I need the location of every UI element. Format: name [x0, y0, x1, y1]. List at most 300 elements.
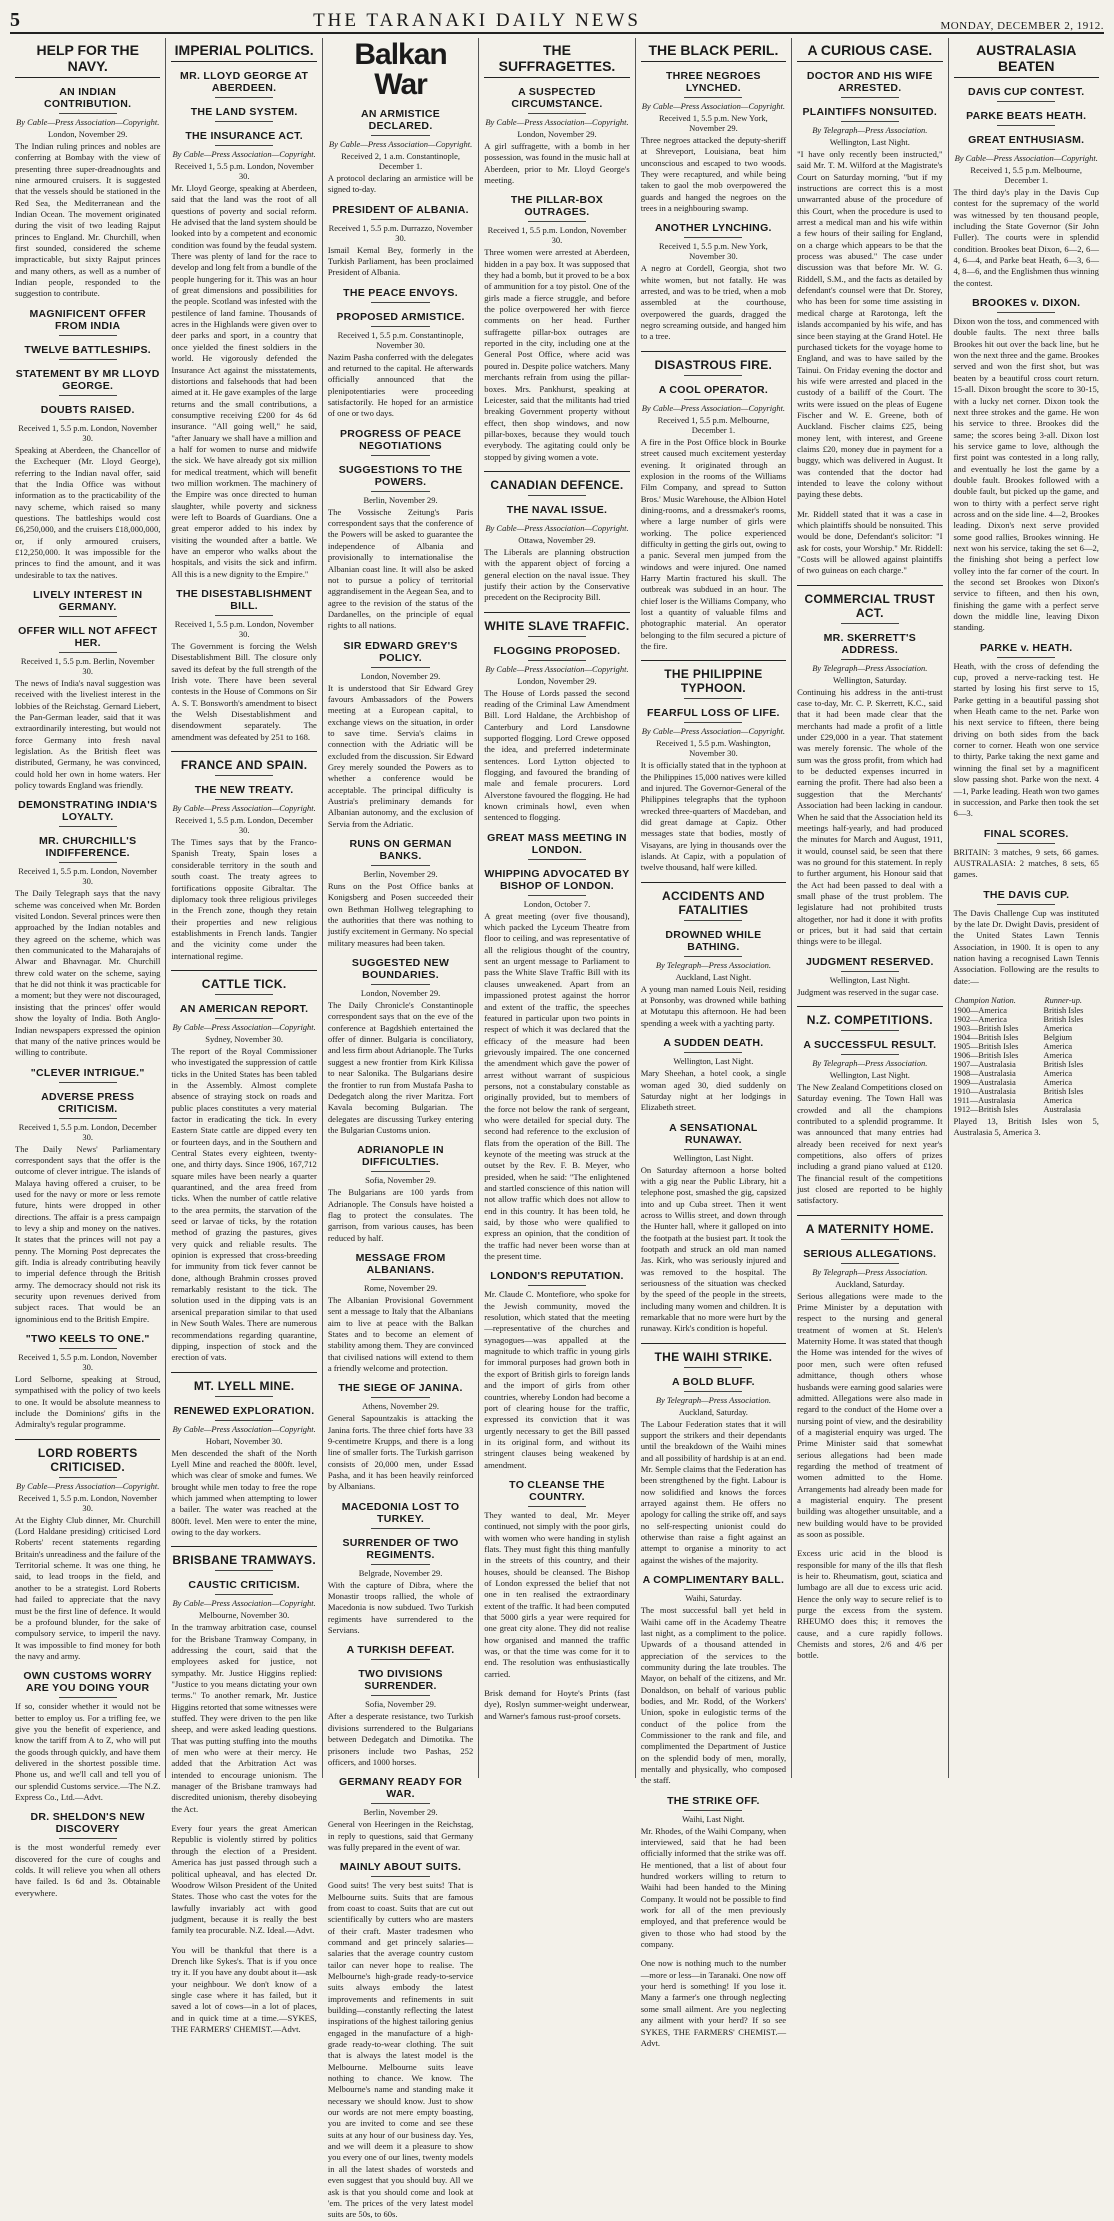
article-section: [954, 828, 1099, 881]
heading-divider: [59, 1082, 117, 1083]
heading-divider: [841, 623, 899, 624]
article-body: You will be thankful that there is a Drench like Sykes's. That is if you once try it. If you have any doubt about it—ask your neighbour. We don't know of a single case where it has failed, but it saved a lot of cows—in a lot of places, and in quick time at a time.—SYKES, THE FARMERS' CHEMIST.—Advt.: [171, 1944, 317, 2034]
heading-divider: [684, 1052, 742, 1053]
article-body: Runs on the Post Office banks at Konigsberg and Posen succeeded their own Bethman Hollweg telegraphing to the authorities that there was nothing to justify excitement in Germany. No special military measures had been taken.: [327, 881, 474, 948]
article-section: [484, 645, 629, 824]
dateline: Wellington, Saturday.: [833, 674, 907, 685]
article-section: [797, 1248, 942, 1541]
wire-credit: By Cable—Press Association—Copyright.: [172, 803, 316, 814]
dateline: Athens, November 29.: [362, 1401, 440, 1412]
article-section: [797, 585, 942, 624]
table-cell: America: [1043, 1050, 1073, 1060]
column-6: [792, 38, 948, 1778]
table-cell: 1902—America: [953, 1014, 1007, 1024]
table-cell: 1909—Australasia: [953, 1077, 1016, 1087]
dateline: Received 1, 5.5 p.m. London, November 30.: [18, 422, 158, 443]
article-heading: DOCTOR AND HIS WIFE ARRESTED.: [806, 70, 933, 94]
dateline: Received 1, 5.5 p.m. London, December 30.: [18, 1121, 157, 1142]
wire-credit: By Cable—Press Association—Copyright.: [641, 402, 786, 413]
article-section: [484, 612, 629, 637]
heading-divider: [215, 1396, 273, 1397]
heading-divider: [528, 1285, 586, 1286]
article-section: [641, 70, 786, 214]
column-4: [479, 38, 635, 1778]
table-cell: America: [1043, 1023, 1073, 1033]
article-body: A protocol declaring an armistice will be signed to-day.: [327, 173, 474, 195]
article-body: Dixon won the toss, and commenced with double faults. The next three balls Brookes hit out over the back line, but he won the next three and the game. Brookes served and won the first shot, but was beaten by a beautiful cross court return. 15-all. Dixon brought the score to 30-15, with a lucky net corner. Dixon took the next three strokes and the game. He won his service to three. Brookes did the same; the scores being 3-all. Dixon lost his service game to love, although the first point was contested in a long rally, and eventually he lost the game by a double fault. Brookes followed with a double fault, but picked up the game, and won to thirty with a perfect serve right across and on the side line. 4—2, Brookes leading. Dixon's next serve provided some good rallies, Brookes winning. He next won his service, taking the set 6—2, the finishing shot being a perfect low volley into the far corner of the court. In the second set Brookes won Dixon's service to fifteen, and then his own, finishing the game with a perfect serve down the middle line, leaving Dixon standing.: [953, 316, 1099, 633]
article-section: [328, 1382, 473, 1492]
article-heading: A SUCCESSFUL RESULT.: [803, 1038, 937, 1051]
heading-divider: [371, 1564, 429, 1565]
heading-divider: [371, 302, 429, 303]
article-body: The news of India's naval suggestion was received with the liveliest interest in the lobbies of the Reichstag. Gernard Liebert, the Pan-German leader, said that it was extraordinarily interesting, but would not force Germany into fresh naval legislation. As the British fleet was distributed, Germany, he was convinced, could hold her own in home waters. Her policy towards England was friendly.: [15, 677, 161, 791]
article-heading: WHIPPING ADVOCATED BY BISHOP OF LONDON.: [484, 867, 630, 892]
article-heading: THE PILLAR-BOX OUTRAGES.: [510, 194, 604, 219]
heading-divider: [841, 1263, 899, 1264]
heading-divider: [371, 667, 429, 668]
article-heading: PLAINTIFFS NONSUITED.: [802, 106, 938, 118]
wire-credit: By Cable—Press Association—Copyright.: [485, 522, 629, 533]
article-section: [797, 509, 942, 577]
dateline: Auckland, Saturday.: [678, 1406, 748, 1417]
column-2: [166, 38, 322, 2034]
dateline: Sofia, November 29.: [365, 1699, 436, 1710]
article-heading: THE NAVAL ISSUE.: [506, 503, 608, 516]
article-section: [15, 1067, 160, 1083]
article-body: Mr. Riddell stated that it was a case in which plaintiffs should be nonsuited. This would be done, Defendant's solicitor: "I ask for costs, your Worship." Mr. Riddell: "Costs will be allowed against plaintiffs of two guineas on each charge.": [797, 508, 943, 576]
article-section: [484, 1270, 629, 1471]
table-cell: British Isles: [1043, 1005, 1084, 1015]
article-body: is the most wonderful remedy ever discovered for the cure of coughs and colds. It will relieve you when all others have failed. Is 6d and 3s. Obtainable everywhere.: [15, 1842, 161, 1898]
column-5: [636, 38, 792, 2048]
article-section: [484, 1479, 629, 1680]
article-heading: A COMPLIMENTARY BALL.: [642, 1574, 785, 1587]
table-row: [954, 1096, 1099, 1105]
article-heading: SIR EDWARD GREY'S POLICY.: [343, 639, 458, 664]
article-heading: THE PHILIPPINE TYPHOON.: [641, 660, 786, 695]
article-section: [954, 889, 1099, 987]
article-section: [328, 1144, 473, 1244]
article-heading: ANOTHER LYNCHING.: [655, 222, 772, 235]
article-section: [15, 404, 160, 581]
article-heading: LONDON'S REPUTATION.: [490, 1270, 624, 1283]
heading-divider: [215, 1594, 273, 1595]
heading-divider: [371, 1397, 429, 1398]
article-heading: JUDGMENT RESERVED.: [805, 955, 934, 968]
table-cell: 1912—British Isles: [953, 1104, 1019, 1114]
article-heading: THE DAVIS CUP.: [983, 888, 1070, 901]
article-section: [15, 625, 160, 791]
article-body: A girl suffragette, with a bomb in her possession, was found in the music hall at Aberdeen, prior to Mr. Lloyd George's meeting.: [484, 141, 630, 186]
article-heading: THREE NEGROES LYNCHED.: [665, 70, 761, 94]
article-body: Men descended the shaft of the North Lyell Mine and reached the 800ft. level, which was clear of smoke and fumes. We brought while men today to free the rope which jammed when attempting to lower a bailer. The water was reached at the 800ft. level. Men were to enter the mine, owing to the day workers.: [171, 1447, 317, 1537]
article-section: [171, 1372, 316, 1397]
article-heading: FRANCE AND SPAIN.: [171, 751, 316, 772]
article-heading: PARKE BEATS HEATH.: [966, 110, 1087, 122]
table-cell: 1900—America: [953, 1005, 1007, 1015]
table-cell: America: [1043, 1095, 1073, 1105]
article-section: [15, 368, 160, 396]
table-cell: America: [1043, 1068, 1073, 1078]
table-cell: Australasia: [1043, 1104, 1081, 1114]
article-body: The Labour Federation states that it will support the strikers and their dependants until the breakdown of the Waihi mines and all possibility of hardship is at an end. Mr. Semple claims that the Federation has been strengthened by the fight. Labour is now solidified and knows the forces arrayed against them. He offers no apology for calling the strike off, and says no self-respecting unionist could do otherwise than raise a fight against an attempt to organise a minority to act against the wishes of the majority.: [640, 1418, 787, 1565]
article-section: [171, 106, 316, 122]
article-heading: OWN CUSTOMS WORRY ARE YOU DOING YOUR: [23, 1670, 153, 1695]
article-body: General Sapountzakis is attacking the Janina forts. The three chief forts have 33 9-centimetre Krupps, and there is a long line of smaller forts. The Turkish garrison consists of 20,000 men, under Essad Pasha, and it has been heavily reinforced by Albanians.: [327, 1413, 474, 1492]
article-body: Mary Sheehan, a hotel cook, a single woman aged 30, died suddenly on Saturday night at her lodgings in Elizabeth street.: [640, 1068, 787, 1113]
article-heading: THE DISESTABLISHMENT BILL.: [176, 588, 313, 613]
article-section: [954, 86, 1099, 102]
wire-credit: By Cable—Press Association—Copyright.: [16, 1480, 160, 1491]
article-body: BRITAIN: 3 matches, 9 sets, 66 games. AUSTRALASIA: 2 matches, 8 sets, 65 games.: [953, 846, 1099, 880]
article-heading: WHITE SLAVE TRAFFIC.: [484, 612, 629, 633]
article-heading: FEARFUL LOSS OF LIFE.: [647, 707, 780, 720]
article-heading: GERMANY READY FOR WAR.: [338, 1776, 463, 1801]
dateline: Auckland, Last Night.: [675, 971, 752, 982]
article-heading: A MATERNITY HOME.: [797, 1215, 942, 1236]
article-section: [328, 287, 473, 303]
article-body: Continuing his address in the anti-trust case to-day, Mr. C. P. Skerrett, K.C., said that it had been made clear that the merchants had made a profit of a little under £29,000 in a year. That statement was merely forensic. The whole of the sum was the gross profit, from which had to be deducted expenses incurred in earning the profit. There had also been a suggestion that the Merchants' Association had been lacking in candour. When he said that the Association held its meetings half-yearly, and had produced the minutes for March and August, 1911, it would, counsel said, be seen that there was no ground for this statement. In reply to further argument, his Honour said that the Act had been passed to deal with a small phase of the trust problem. The legislature had not prohibited trusts altogether, nor had it done it with profits or prices, but it had said that certain things were to be illegal.: [797, 686, 943, 947]
heading-divider: [684, 1810, 742, 1811]
wire-credit: By Telegraph—Press Association.: [812, 125, 928, 135]
article-section: [15, 1091, 160, 1326]
article-section: [484, 1688, 629, 1722]
article-body: The Daily Chronicle's Constantinople correspondent says that on the eve of the conference at Bagdshieh entertained the offer of dinner. Bulgaria is conciliatory, and less firm about Adrianople. The Turks suggest a new frontier from Kirk Kilissa to near Salonika. The Bulgarians desire the frontier to run from Mustafa Pasha to Dedegatch along the river Maritza. Fort Kavala becoming Bulgarian. The delegates are discussing Turkey entering the Bulgarian Customs union.: [327, 1000, 474, 1135]
heading-divider: [528, 895, 586, 896]
article-heading: SUGGESTIONS TO THE POWERS.: [338, 463, 463, 488]
dateline: Wellington, Last Night.: [829, 137, 910, 147]
results-column-header: Runner-up.: [1044, 995, 1082, 1005]
article-heading: MR. LLOYD GEORGE AT ABERDEEN.: [180, 70, 309, 94]
dateline: Received 1, 5.5 p.m. London, November 30.: [174, 619, 314, 640]
article-heading: PARKE v. HEATH.: [979, 641, 1073, 654]
heading-divider: [371, 865, 429, 866]
heading-divider: [684, 1589, 742, 1590]
article-section: [641, 707, 786, 873]
dateline: Wellington, Last Night.: [673, 1056, 754, 1067]
article-section: [484, 194, 629, 463]
heading-divider: [59, 1477, 117, 1478]
heading-divider: [215, 97, 273, 98]
heading-divider: [684, 1149, 742, 1150]
article-section: [171, 784, 316, 962]
heading-divider: [528, 495, 586, 496]
article-heading: CATTLE TICK.: [171, 970, 316, 991]
column-lead-headline: THE SUFFRAGETTES.: [484, 42, 629, 78]
article-heading: FINAL SCORES.: [983, 827, 1069, 840]
article-body: Speaking at Aberdeen, the Chancellor of the Exchequer (Mr. Lloyd George), referring to the Indian naval offer, said that the India Office was without information as to the practicability of the navy scheme, which raised so many questions. The battleships would cost £6,250,000, and the cruisers £18,000,000, or, if only armoured cruisers, £12,250,000. It was impossible for the princes to find the amount, and it was undesirable to tax the natives.: [15, 444, 161, 580]
heading-divider: [371, 1695, 429, 1696]
article-body: A young man named Louis Neil, residing at Ponsonby, was drowned while bathing at Motutapu this afternoon. He had been spending a week with a yachting party.: [640, 983, 787, 1028]
heading-divider: [528, 221, 586, 222]
masthead: [10, 6, 1104, 34]
table-row: [954, 1006, 1099, 1015]
article-heading: MR. SKERRETT'S ADDRESS.: [823, 631, 917, 656]
column-lead-headline: A CURIOUS CASE.: [797, 42, 942, 62]
article-heading: MACEDONIA LOST TO TURKEY.: [341, 1500, 460, 1525]
article-heading: THE NEW TREATY.: [194, 784, 294, 797]
article-section: [484, 504, 629, 604]
wire-credit: By Cable—Press Association—Copyright.: [641, 726, 786, 737]
article-section: [484, 86, 629, 186]
article-section: [328, 428, 473, 456]
article-section: [641, 882, 786, 921]
article-heading: MR. CHURCHILL'S INDIFFERENCE.: [39, 835, 137, 860]
article-section: [15, 589, 160, 617]
article-section: [797, 1215, 942, 1240]
dateline: Received 1, 5.5 p.m. Berlin, November 30.: [20, 655, 155, 676]
article-section: [328, 1501, 473, 1529]
dateline: Sofia, November 29.: [365, 1175, 436, 1186]
heading-divider: [684, 1367, 742, 1368]
heading-divider: [684, 920, 742, 921]
heading-divider: [684, 956, 742, 957]
heading-divider: [59, 1838, 117, 1839]
article-body: One now is nothing much to the number—more or less—in Taranaki. One now off your herd is something! If you lose it. Many a farmer's one through neglecting some small ailment. Are you neglecting any ailment with your herd? If so see SYKES, THE FARMERS' CHEMIST.—Advt.: [640, 1958, 787, 2048]
wire-credit: By Cable—Press Association—Copyright.: [328, 139, 473, 149]
article-section: [641, 660, 786, 699]
wire-credit: By Telegraph—Press Association.: [655, 1394, 771, 1405]
article-heading: SURRENDER OF TWO REGIMENTS.: [342, 1536, 459, 1561]
article-heading: RUNS ON GERMAN BANKS.: [349, 838, 452, 863]
heading-divider: [371, 1803, 429, 1804]
article-section: [328, 1668, 473, 1768]
wire-credit: By Cable—Press Association—Copyright.: [16, 117, 160, 127]
article-heading: "CLEVER INTRIGUE.": [30, 1066, 145, 1079]
heading-divider: [997, 657, 1055, 658]
article-heading: MESSAGE FROM ALBANIANS.: [355, 1251, 446, 1276]
article-body: The report of the Royal Commissioner who investigated the suppression of cattle ticks in the United States has been tabled in the Assembly. Almost complete absence of straying stock on roads and public places constitutes a very material factor in eradicating the tick. In every Eastern State cattle are dipped every ten or fourteen days, and in the Southern and Central States every eighteen, twenty-one, and thirty days. Since 1906, 167,712 square miles have been nearly a quarter quarantined, and the area freed from ticks. When the number of cattle relative to the area permits, the starvation of the seed or larvae of ticks, by the rotation method of grazing the pastures, gives very quick and reliable results. The opinion is expressed that cross-breeding for immunity from tick fever cannot be done, although Brahmin crosses proved remarkably resistant to the tick. The solution used in the dipping vats is an arsenical preparation similar to that used in New South Wales. There are numerous recommendations regarding quarantine, dipping, inspection of stock and the erection of vats.: [171, 1045, 317, 1363]
heading-divider: [59, 1348, 117, 1349]
article-heading: TO CLEANSE THE COUNTRY.: [509, 1478, 605, 1503]
heading-divider: [215, 1570, 273, 1571]
article-body: It is understood that Sir Edward Grey favours Ambassadors of the Powers meeting at a European capital, to exchange views on the situation, in order to save time. Servia's claims in connection with the Adriatic will be excluded from the discussion. Sir Edward Grey merely sounded the Powers as to whether a conference would be acceptable. The principal difficulty is Austria's preliminary demands for Albanian autonomy, and the exclusion of Servia from the Adriatic.: [327, 682, 474, 829]
heading-divider: [59, 335, 117, 336]
article-body: Excess uric acid in the blood is responsible for many of the ills that flesh is heir to. Rheumatism, gout, sciatica and lumbago are all due to excess uric acid. Hence the only way to secure relief is to purge the excess from the system. RHEUMO does this; it removes the cause, and a cure rapidly follows. Chemists and stores, 2/6 and 4/6 per bottle.: [797, 1548, 943, 1661]
heading-divider: [997, 125, 1055, 126]
table-row: [954, 1087, 1099, 1096]
dateline: London, November 29.: [517, 675, 597, 686]
dateline: Waihi, Last Night.: [682, 1813, 745, 1824]
article-section: [171, 130, 316, 580]
article-section: [797, 956, 942, 998]
heading-divider: [59, 419, 117, 420]
article-section: [15, 308, 160, 336]
heading-divider: [997, 843, 1055, 844]
article-body: The Vossische Zeitung's Paris correspondent says that the conference of the Powers will be asked to guarantee the independence of Albania and provisionally to internationalise the Albanian coast line. It will also be asked not to pursue a policy of territorial aggrandisement in the Aegean Sea, and to agree to the revision of the status of the Dardanelles, on the principle of equal rights to all nations.: [327, 506, 474, 631]
heading-divider: [59, 1697, 117, 1698]
article-heading: TWO DIVISIONS SURRENDER.: [358, 1668, 443, 1693]
article-heading: CANADIAN DEFENCE.: [484, 471, 629, 492]
heading-divider: [684, 1391, 742, 1392]
heading-divider: [59, 652, 117, 653]
heading-divider: [215, 994, 273, 995]
dateline: Received 1, 5.5 p.m. London, November 30.: [18, 1492, 158, 1513]
article-heading: DEMONSTRATING INDIA'S LOYALTY.: [18, 799, 158, 824]
article-body: Mr. Claude C. Montefiore, who spoke for the Jewish community, moved the resolution, which stated that the meeting—representative of the churches and synagogues—was appalled at the magnitude to which traffic in young girls for immoral purposes had grown both in the export of British girls to foreign lands and the import of girls from other countries, whereby London had become a port of clearing house for the traffic, expressed its conviction that it was urgently necessary to get the Bill passed in its original form, and without its stringent clauses being weakened by amendment.: [484, 1289, 630, 1470]
article-heading: THE INSURANCE ACT.: [185, 130, 303, 142]
heading-divider: [371, 219, 429, 220]
article-section: [15, 1670, 160, 1803]
article-section: [15, 1439, 160, 1662]
article-section: [641, 929, 786, 1029]
heading-divider: [528, 1506, 586, 1507]
article-heading: THE LAND SYSTEM.: [190, 106, 298, 118]
column-lead-headline: THE BLACK PERIL.: [641, 42, 786, 62]
article-heading: BROOKES v. DIXON.: [972, 297, 1081, 310]
article-body: Ismail Kemal Bey, formerly in the Turkish Parliament, has been proclaimed President of Albania.: [327, 244, 474, 278]
article-body: They wanted to deal, Mr. Meyer continued, not simply with the poor girls, with women who were handing in stylish flats. They must fight this thing manfully in the streets of this country, and their houses, should be cleansed. The Bishop of London expressed the belief that not one in ten realised the extraordinary extent of the traffic. It had been computed that 5000 girls a year were required for one great city alone. They did not realise how organised and manned the traffic was, or that the time was come for it to end. The resolution was enthusiastically carried.: [484, 1509, 630, 1679]
article-body: The Indian ruling princes and nobles are conferring at Bombay with the view of presenting three super-dreadnoughts and nine armoured cruisers. It is suggested that the vessels should be stationed in the Red Sea, the Mediterranean and the Indian Ocean. The movement originated during the visit of two leading Rajput princes to England. Mr. Churchill, when first sounded, considered the scheme impracticable, but sixty Rajput princes and many others, as well as a number of Indian people, responded to the suggestion to contribute.: [15, 141, 161, 299]
dateline: Received 1, 5.5 p.m. London, November 30.: [18, 866, 158, 887]
results-summary: Played 13, British Isles won 5, Australasia 5, America 3.: [953, 1115, 1099, 1138]
article-body: At the Eighty Club dinner, Mr. Churchill (Lord Haldane presiding) criticised Lord Roberts' recent statements regarding Britain's unreadiness and the failure of the Territorial scheme. It was one thing, he said, to lead troops in the field, and another to be a strategist. Lord Roberts had failed to appreciate that the navy must be the first line of defence. It would be a profound blunder, for the sake of compulsory service, to imperil the navy. It was impossible to find money for both the navy and army.: [15, 1514, 161, 1661]
article-section: [15, 799, 160, 827]
article-section: [641, 1343, 786, 1368]
article-section: [15, 344, 160, 360]
heading-divider: [215, 615, 273, 616]
table-row: [954, 1105, 1099, 1114]
article-body: Lord Selborne, speaking at Stroud, sympathised with the policy of two keels to one. It would be absolute meanness to include the Dominions' gifts in the Admiralty's regular programme.: [15, 1374, 161, 1430]
article-section: [797, 106, 942, 501]
article-heading: TWELVE BATTLESHIPS.: [24, 343, 152, 356]
heading-divider: [997, 101, 1055, 102]
heading-divider: [997, 149, 1055, 150]
dateline: Rome, November 29.: [363, 1282, 438, 1293]
heading-divider: [59, 395, 117, 396]
column-3: [323, 38, 479, 2220]
table-cell: 1903—British Isles: [953, 1023, 1019, 1033]
dateline: Ottawa, November 29.: [518, 534, 596, 545]
article-heading: ADVERSE PRESS CRITICISM.: [41, 1090, 135, 1115]
article-section: [171, 1405, 316, 1539]
column-1: [10, 38, 166, 1898]
article-body: Every four years the great American Republic is violently stirred by politics through the election of a President. America has just passed through such a political upheaval, and has elected Dr. Woodrow Wilson President of the United States. Those who cast the votes for the lawfully invariably act with good judgment, because it is really the best family tea procurable. N.Z. Ideal.—Advt.: [171, 1823, 317, 1936]
heading-divider: [684, 97, 742, 98]
dateline: London, November 29.: [517, 129, 597, 139]
article-section: [484, 471, 629, 496]
wire-credit: By Cable—Press Association—Copyright.: [172, 149, 316, 159]
article-section: [15, 86, 160, 300]
article-section: [797, 1006, 942, 1031]
article-heading: DOUBTS RAISED.: [40, 403, 135, 416]
article-heading: MT. LYELL MINE.: [171, 1372, 316, 1393]
article-heading: MAGNIFICENT OFFER FROM INDIA: [29, 307, 146, 332]
issue-date: MONDAY, DECEMBER 2, 1912.: [940, 20, 1104, 32]
dateline: Waihi, Saturday.: [685, 1593, 742, 1604]
article-heading: LIVELY INTEREST IN GERMANY.: [33, 588, 143, 613]
heading-divider: [997, 312, 1055, 313]
article-section: [328, 108, 473, 196]
article-section: [641, 1958, 786, 2049]
article-body: Nazim Pasha conferred with the delegates and returned to the capital. He afterwards officially announced that the plenipotentiaries were proceeding satisfactorily. He hoped for an armistice of one or two days.: [327, 351, 474, 419]
heading-divider: [215, 1420, 273, 1421]
article-heading: THE STRIKE OFF.: [667, 1794, 760, 1807]
table-cell: 1904—British Isles: [953, 1032, 1019, 1042]
heading-divider: [215, 121, 273, 122]
article-body: General von Heeringen in the Reichstag, in reply to questions, said that Germany was fully prepared in the event of war.: [327, 1819, 474, 1852]
article-section: [15, 1333, 160, 1431]
article-heading: A BOLD BLUFF.: [671, 1375, 755, 1388]
column-lead-headline: HELP FOR THE NAVY.: [15, 42, 160, 78]
article-heading: THE SIEGE OF JANINA.: [338, 1382, 463, 1395]
article-heading: THE WAIHI STRIKE.: [641, 1343, 786, 1364]
article-section: [641, 1122, 786, 1335]
article-section: [641, 1376, 786, 1566]
dateline: Received 1, 5.5 p.m. London, December 30.: [175, 815, 314, 836]
article-body: A fire in the Post Office block in Bourke street caused much excitement yesterday evening. It originated through an explosion in the rooms of the Williams Film Company, and spread to Sutton Bros.' Music Warehouse, the Albion Hotel dining-rooms, and a dressmaker's rooms, where a large number of girls were working. The police experienced difficulty in getting the girls out, owing to a panic. Several men jumped from the windows and were injured. One named Harry Martin fractured his skull. The outbreak was subdued in an hour. The chief loser is the Williams Company, who lost a quantity of valuable films and photographic material. An operator belonging to the film secured a picture of the fire.: [640, 436, 787, 651]
article-heading: BRISBANE TRAMWAYS.: [171, 1546, 316, 1567]
article-body: In the tramway arbitration case, counsel for the Brisbane Tramway Company, in addressing the court, said that the employees asked for justice, not sympathy. Mr. Justice Higgins replied: "Justice to you means dictating your own terms." To another remark, Mr. Justice Higgins retorted that some witnesses were stuffed. They were driven to the pen like sheep, and were asked leading questions. That was putting stuffing into the mouths of men who were at their mercy. He added that the Arbitration Act was intended to encourage unionism. The manager of the Brisbane tramways had discredited unionism, thereby disobeying the Act.: [171, 1622, 317, 1814]
dateline: Wellington, Last Night.: [673, 1152, 754, 1163]
heading-divider: [528, 113, 586, 114]
dateline: Berlin, November 29.: [363, 494, 438, 505]
page-number: 5: [10, 9, 20, 31]
article-body: It is officially stated that in the typhoon at the Philippines 15,000 natives were killed and injured. The Governor-General of the Philippines telegraphs that the typhoon wrecked three-quarters of Macdeban, and did great damage at Capiz. Other messages state that bodies, mostly of Visayans, are lying in thousands over the islands. At Capiz, with a population of twelve thousand, half were killed.: [640, 760, 787, 873]
article-body: A negro at Cordell, Georgia, shot two white women, but not fatally. He was arrested, and was to be tried, when a mob assembled at the courthouse, overpowered the guards, dragged the negro screaming outside, and hanged him to a tree.: [640, 263, 787, 342]
article-section: [328, 1537, 473, 1637]
dateline: London, October 7.: [523, 898, 591, 909]
article-section: [328, 957, 473, 1136]
heading-divider: [528, 859, 586, 860]
article-heading: PROPOSED ARMISTICE.: [336, 310, 465, 323]
article-body: Mr. Lloyd George, speaking at Aberdeen, said that the land was the root of all questions of poverty and social reform. He advised that the land system should be looked into by a competent and economic condition was found by the feudal system. There was plenty of land for the race to develop and long felt from a bundle of the people hungering for it. This was an hour of great dimensions and possibilities for the people. Scotland was infested with the pestilence of land famine. Thousands of acres in the Highlands were given over to deer parks and sport, in a country that once yielded the finest soldiers in the world. He vigorously defended the Insurance Act against the misstatements, distortions and falsehoods that had been aimed at it. He gave examples of the large returns and the small contributions, a consumptive receiving £200 for 4s 6d insurance. "All going well," he said, "after January we shall have a million and a half for women to nurse and midwife the sick. We have already got six million for medical treatment, which will benefit two million workmen. The machinery of the Empire was once directed to human slaughter, while poverty and sickness were left to Boards of Guardians. One a great emperor added to his index by visiting the wounded after a battle. We have an emperor who walks about the hospitals, and visits the sick and infirm. All this is a new dignity to the Empire.": [171, 183, 317, 579]
article-section: [641, 1574, 786, 1787]
article-body: The Albanian Provisional Government sent a message to Italy that the Albanians aim to live at peace with the Balkan States and to become an element of stability among them. They are convinced that civilised nations will extend to them a friendly welcome and protection.: [327, 1294, 474, 1373]
article-heading: GREAT MASS MEETING IN LONDON.: [487, 831, 627, 856]
article-body: Heath, with the cross of defending the cup, proved a nerve-racking test. He started by losing his first serve to 15, Parke getting in a beautiful passing shot when Heath came to the net. Parke won his next service to fifteen, there being driving on both sides from the back corner to corner. Heath won one service to thirty, Parke taking the next game and winning the final set by a magnificent slow passing shot. Parke won the next. 4—1, Parke leading. Heath won two games in succession, and Parke then took the set 6—3.: [953, 660, 1099, 819]
heading-divider: [841, 121, 899, 122]
heading-divider: [371, 491, 429, 492]
table-row: [954, 1015, 1099, 1024]
article-body: "I have only recently been instructed," said Mr. T. M. Wilford at the Magistrate's Court on Saturday morning, "but if my instructions are correct this is a most unwarranted abuse of the procedure of this Court, when the procedure is used to arrest a medical man and his wife within a few hours of their sailing for England, on a charge which appears to be that the process was abused." The case under discussion was that before Mr. W. G. Riddell, S.M., and the facts as detailed by defendant's counsel were that Dr. Storey, who has been for some time assisting in medical charge at Rarotonga, left the islands accompanied by his wife, and has since been staying at the Grand Hotel. He purchased tickets for the voyage home to England, and was to have sailed by the Tainui. On Friday evening the doctor and his wife were arrested and placed in the custody of a bailiff of the Court. The writs were issued on the pleas of Eugene Fischer and W. E. Greene, both of Auckland. Fischer claims £25, being money lent, with interest, and Greene claims £20, money due in payment for a buggy, which was delivered in August. It was contended that the doctor had intended to leave the colony without paying these debts.: [797, 149, 943, 500]
article-section: [171, 1579, 316, 1815]
article-body: The Daily News' Parliamentary correspondent says that the offer is the outcome of clever intrigue. The islands of Malaya having offered a cruiser, to be used for the navy or more or less remote future, hints were dropped in other directions. The affair is a press campaign to levy a ship and money on the natives. It states that the princes will not pay a penny. The Morning Post deprecates the gift. India is already contributing heavily to imperial defence through the British army. The democracy should not risk its security upon revenues derived from subject races. That would be an ignominious end to the British Empire.: [15, 1143, 161, 1324]
article-section: [171, 70, 316, 98]
heading-divider: [371, 1528, 429, 1529]
article-body: The New Zealand Competitions closed on Saturday evening. The Town Hall was crowded and all the champions contributed to a splendid programme. It was announced that many entries had already been received for next year's competitions, also offers of prizes including a grand piano valued at £120. The financial result of the competitions just closed are reported to be highly satisfactory.: [797, 1081, 943, 1206]
article-section: [954, 134, 1099, 289]
dateline: London, November 29.: [48, 129, 128, 139]
article-body: Three negroes attacked the deputy-sheriff at Shreveport, Louisiana, beat him unconscious and escaped to two woods. They were recaptured, and while being taken to gaol the mob overpowered the guards and hanged the negroes on the trees in a neighbouring swamp.: [640, 135, 787, 214]
article-section: [641, 1795, 786, 1951]
heading-divider: [215, 775, 273, 776]
article-body: The House of Lords passed the second reading of the Criminal Law Amendment Bill. Lord Haldane, the Archbishop of Canterbury and Lord Lansdowne supported flogging. Lord Crewe opposed the idea, and preferred indeterminate sentences. Lord Lytton objected to flogging, and favoured the branding of male and female procurers. Lord Alverstone favoured the flogging. He had known criminals howl, even when sentenced to flogging.: [484, 687, 630, 823]
wire-credit: By Cable—Press Association—Copyright.: [641, 101, 786, 111]
article-heading: PROGRESS OF PEACE NEGOTIATIONS: [339, 427, 462, 452]
article-heading: LORD ROBERTS CRITICISED.: [15, 1439, 160, 1474]
article-section: [171, 1546, 316, 1571]
table-cell: America: [1043, 1041, 1073, 1051]
article-body: After a desperate resistance, two Turkish divisions surrendered to the Bulgarians between Dedegatch and Dimotika. The prisoners include two Pashas, 252 officers, and 1000 horses.: [327, 1711, 474, 1767]
article-section: [954, 297, 1099, 634]
heading-divider: [371, 326, 429, 327]
article-section: [328, 640, 473, 830]
heading-divider: [841, 97, 899, 98]
article-body: The Bulgarians are 100 yards from Adrianople. The Consuls have hoisted a flag to protect the consulates. The garrison, from various causes, has been reduced by half.: [327, 1187, 474, 1243]
column-7: [949, 38, 1104, 1778]
dateline: Hobart, November 30.: [205, 1435, 283, 1446]
article-section: [15, 1811, 160, 1899]
dateline: Belgrade, November 29.: [358, 1567, 443, 1578]
article-section: [641, 384, 786, 653]
article-section: [484, 832, 629, 860]
dateline: Received 1, 5.5 p.m. Melbourne, December 1.: [970, 165, 1083, 185]
heading-divider: [59, 616, 117, 617]
article-body: With the capture of Dibra, where the Monastir troops rallied, the whole of Macedonia is now subdued. Two Turkish regiments have surrendered to the Servians.: [327, 1579, 474, 1636]
article-body: The third day's play in the Davis Cup contest for the supremacy of the world was witnessed by ten thousand people, including the State Governor (Sir John Fuller). The courts were in splendid condition. Brookes beat Dixon, 6—2, 6—4, 6—4, and Parke beat Heath, 6—3, 6—4, 8—6, and the Englishmen thus winning the contest.: [953, 187, 1099, 288]
article-section: [171, 751, 316, 776]
